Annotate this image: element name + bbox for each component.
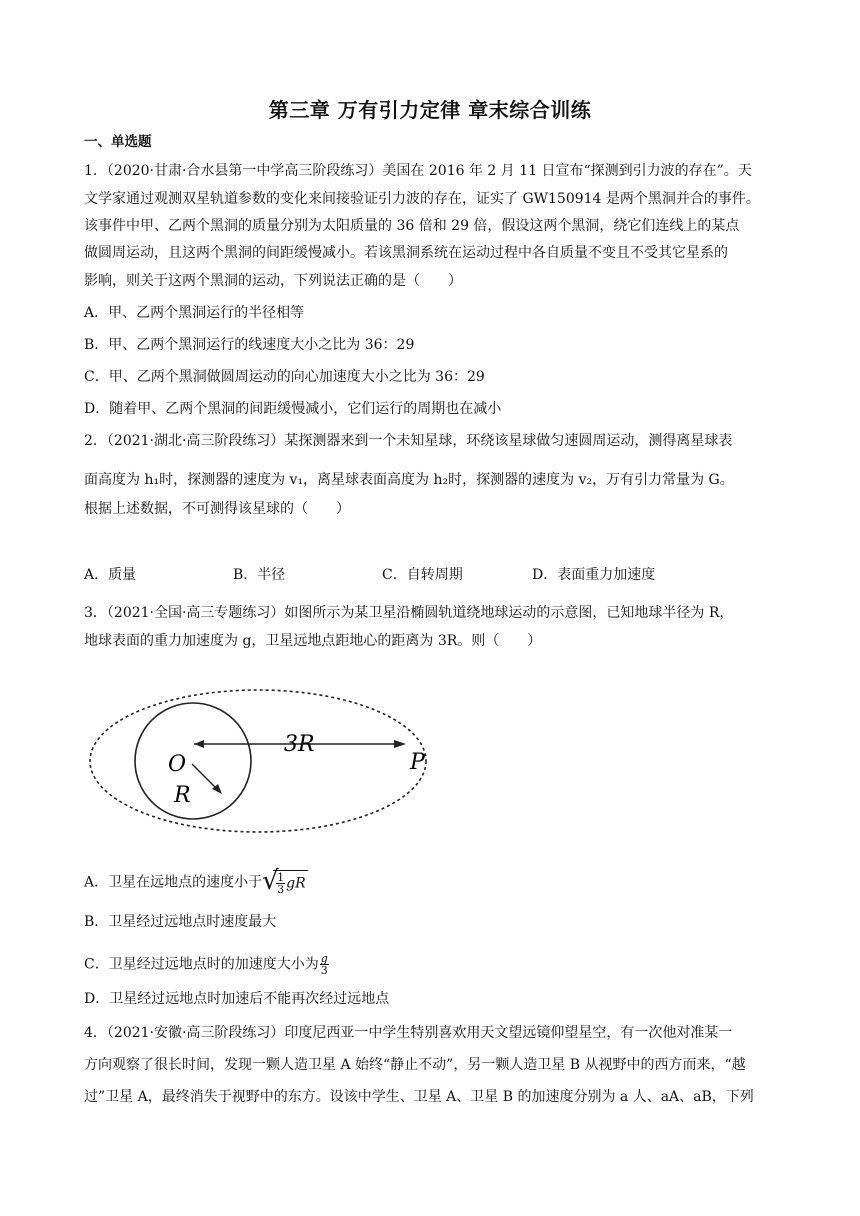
q3-option-c — [84, 953, 330, 976]
q4-line-2: 方向观察了很长时间，发现一颗人造卫星 A 始终“静止不动”，另一颗人造卫星 B 从视野中的西方而来，“越 — [84, 1057, 746, 1073]
orbit-diagram — [88, 688, 428, 842]
label-3r: 3R — [284, 732, 315, 757]
q1-option-b: B．甲、乙两个黑洞运行的线速度大小之比为 36：29 — [84, 337, 415, 353]
fraction — [320, 953, 329, 976]
q2-option-b: B．半径 — [233, 567, 286, 583]
label-o: O — [168, 752, 187, 777]
q1-line-3: 该事件中甲、乙两个黑洞的质量分别为太阳质量的 36 倍和 29 倍，假设这两个黑洞，绕它们连线上的某点 — [84, 218, 740, 234]
q1-line-4: 做圆周运动，且这两个黑洞的间距缓慢减小。若该黑洞系统在运动过程中各自质量不变且不受其它星系的 — [84, 245, 728, 261]
arrowhead-right-icon — [394, 740, 406, 748]
q4-line-1: 4．（2021·安徽·高三阶段练习）印度尼西亚一中学生特别喜欢用天文望远镜仰望星空，有一次他对准某一 — [84, 1025, 733, 1041]
q2-option-c: C．自转周期 — [382, 567, 463, 583]
arrowhead-left-icon — [194, 740, 204, 748]
radius-arrow — [192, 764, 218, 790]
sqrt-radical-icon: √ — [262, 866, 279, 896]
q2-line-3: 根据上述数据，不可测得该星球的（ ） — [84, 501, 350, 517]
q1-line-2: 文学家通过观测双星轨道参数的变化来间接验证引力波的存在，证实了 GW150914 是两个黑洞并合的事件。 — [84, 191, 760, 207]
fraction-numerator: g — [320, 952, 328, 965]
label-p: P — [410, 750, 425, 775]
q1-line-1: 1．（2020·甘肃·合水县第一中学高三阶段练习）美国在 2016 年 2 月 11 日宣布“探测到引力波的存在”。天 — [84, 163, 752, 179]
q2-line-1: 2．（2021·湖北·高三阶段练习）某探测器来到一个未知星球，环绕该星球做匀速圆周运动，测得离星球表 — [84, 433, 733, 449]
q3-line-1: 3．（2021·全国·高三专题练习）如图所示为某卫星沿椭圆轨道绕地球运动的示意图，已知地球半径为 R， — [84, 605, 734, 621]
q3-option-b: B．卫星经过远地点时速度最大 — [84, 914, 277, 930]
q4-line-3: 过”卫星 A，最终消失于视野中的东方。设该中学生、卫星 A、卫星 B 的加速度分别为 a 人、aA、aB，下列 — [84, 1089, 754, 1105]
math-gr: gR — [286, 875, 306, 892]
q3-option-a — [84, 866, 308, 896]
sqrt-expression — [262, 866, 308, 896]
q3-option-c-text: C．卫星经过远地点时的加速度大小为 — [84, 956, 319, 973]
page-title: 第三章 万有引力定律 章末综合训练 — [268, 98, 592, 122]
q3-option-a-text: A．卫星在远地点的速度小于 — [84, 874, 263, 891]
q3-line-2: 地球表面的重力加速度为 g，卫星远地点距地心的距离为 3R。则（ ） — [84, 633, 542, 649]
earth-circle — [135, 703, 251, 819]
label-r: R — [174, 783, 191, 808]
fraction-denominator: 3 — [277, 883, 285, 896]
q1-option-d: D．随着甲、乙两个黑洞的间距缓慢减小，它们运行的周期也在减小 — [84, 401, 502, 417]
fraction-numerator: 1 — [277, 871, 285, 884]
q1-option-a: A．甲、乙两个黑洞运行的半径相等 — [84, 305, 305, 321]
orbit-svg — [88, 688, 428, 838]
q2-line-2: 面高度为 h₁时，探测器的速度为 v₁，离星球表面高度为 h₂时，探测器的速度为 v₂，万有引力常量为 G。 — [84, 472, 734, 488]
elliptical-orbit — [90, 690, 426, 832]
q3-option-d: D．卫星经过远地点时加速后不能再次经过远地点 — [84, 991, 390, 1007]
section-heading: 一、单选题 — [84, 134, 152, 150]
fraction-denominator: 3 — [320, 964, 328, 977]
q2-option-a: A．质量 — [84, 567, 137, 583]
q1-line-5: 影响，则关于这两个黑洞的运动，下列说法正确的是（ ） — [84, 273, 462, 289]
q2-option-d: D．表面重力加速度 — [532, 567, 656, 583]
q1-option-c: C．甲、乙两个黑洞做圆周运动的向心加速度大小之比为 36：29 — [84, 369, 485, 385]
